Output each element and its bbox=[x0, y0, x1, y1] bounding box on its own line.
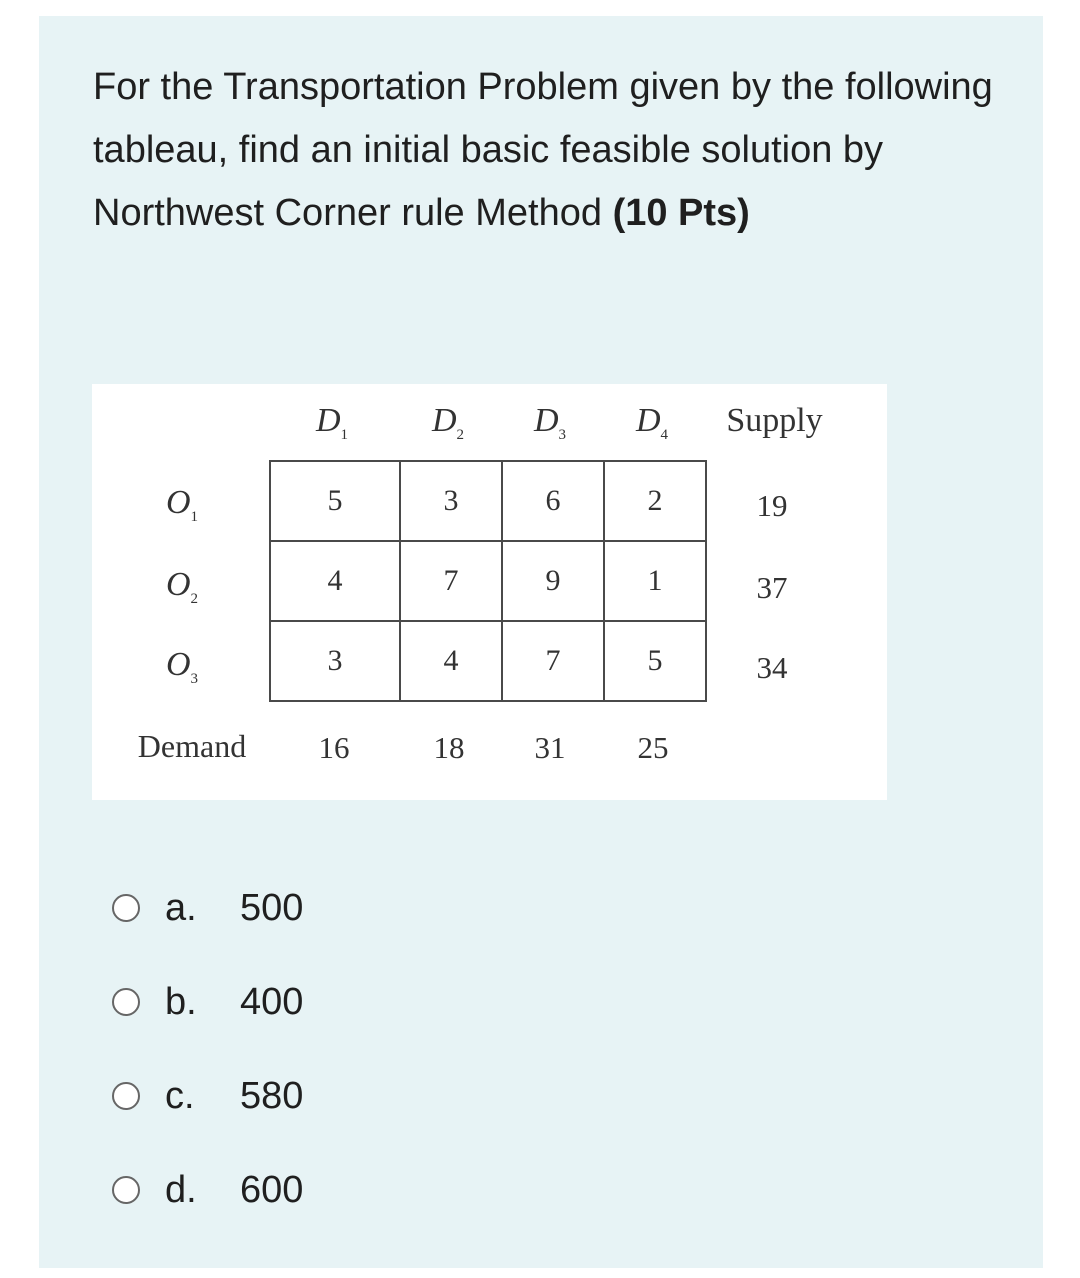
column-header-d3: $D_3$ bbox=[533, 402, 567, 443]
column-header-d4: $D_4$ bbox=[635, 402, 669, 443]
cost-cell: 9 bbox=[502, 541, 604, 621]
option-value: 580 bbox=[240, 1074, 304, 1117]
cost-cell: 7 bbox=[400, 541, 502, 621]
cost-cell: 1 bbox=[604, 541, 706, 621]
supply-value: 19 bbox=[756, 488, 788, 523]
option-letter: b. bbox=[165, 980, 197, 1023]
option-value: 500 bbox=[240, 886, 304, 929]
supply-value: 34 bbox=[756, 650, 788, 685]
cost-cell: 4 bbox=[270, 541, 400, 621]
supply-value: 37 bbox=[756, 570, 788, 605]
demand-value: 25 bbox=[637, 730, 669, 765]
radio-button-d[interactable] bbox=[112, 1176, 140, 1204]
demand-value: 18 bbox=[433, 730, 465, 765]
cost-cell: 5 bbox=[270, 461, 400, 541]
row-label-o2: $O_2$ bbox=[165, 566, 199, 607]
cost-cell: 4 bbox=[400, 621, 502, 701]
radio-button-b[interactable] bbox=[112, 988, 140, 1016]
cost-cell: 5 bbox=[604, 621, 706, 701]
supply-header: Supply bbox=[726, 402, 823, 439]
cost-cell: 3 bbox=[400, 461, 502, 541]
cost-cell: 2 bbox=[604, 461, 706, 541]
question-points: (10 Pts) bbox=[612, 192, 750, 234]
answer-options bbox=[112, 861, 303, 1237]
demand-value: 16 bbox=[318, 730, 350, 765]
row-label-o3: $O_3$ bbox=[165, 646, 199, 687]
table-row bbox=[270, 541, 706, 621]
option-b[interactable] bbox=[112, 955, 303, 1049]
cost-cell: 6 bbox=[502, 461, 604, 541]
transportation-tableau-image bbox=[92, 384, 887, 800]
option-value: 400 bbox=[240, 980, 304, 1023]
demand-value: 31 bbox=[534, 730, 566, 765]
option-d[interactable] bbox=[112, 1143, 303, 1237]
radio-button-c[interactable] bbox=[112, 1082, 140, 1110]
option-letter: a. bbox=[165, 886, 197, 929]
option-c[interactable] bbox=[112, 1049, 303, 1143]
option-a[interactable] bbox=[112, 861, 303, 955]
column-header-d2: $D_2$ bbox=[431, 402, 465, 443]
row-label-o1: $O_1$ bbox=[165, 484, 199, 525]
table-row bbox=[270, 621, 706, 701]
cost-cell: 3 bbox=[270, 621, 400, 701]
demand-label: Demand bbox=[137, 728, 247, 764]
question-card bbox=[39, 16, 1043, 1268]
radio-button-a[interactable] bbox=[112, 894, 140, 922]
column-header-d1: $D_1$ bbox=[315, 402, 349, 443]
option-value: 600 bbox=[240, 1168, 304, 1211]
table-row bbox=[270, 461, 706, 541]
option-letter: d. bbox=[165, 1168, 197, 1211]
question-text bbox=[93, 56, 993, 245]
cost-cell: 7 bbox=[502, 621, 604, 701]
cost-grid bbox=[269, 460, 707, 702]
option-letter: c. bbox=[165, 1074, 195, 1117]
question-body: For the Transportation Problem given by the following tableau, find an initial basic feasible solution by Northwest Corner rule Method bbox=[93, 66, 993, 234]
